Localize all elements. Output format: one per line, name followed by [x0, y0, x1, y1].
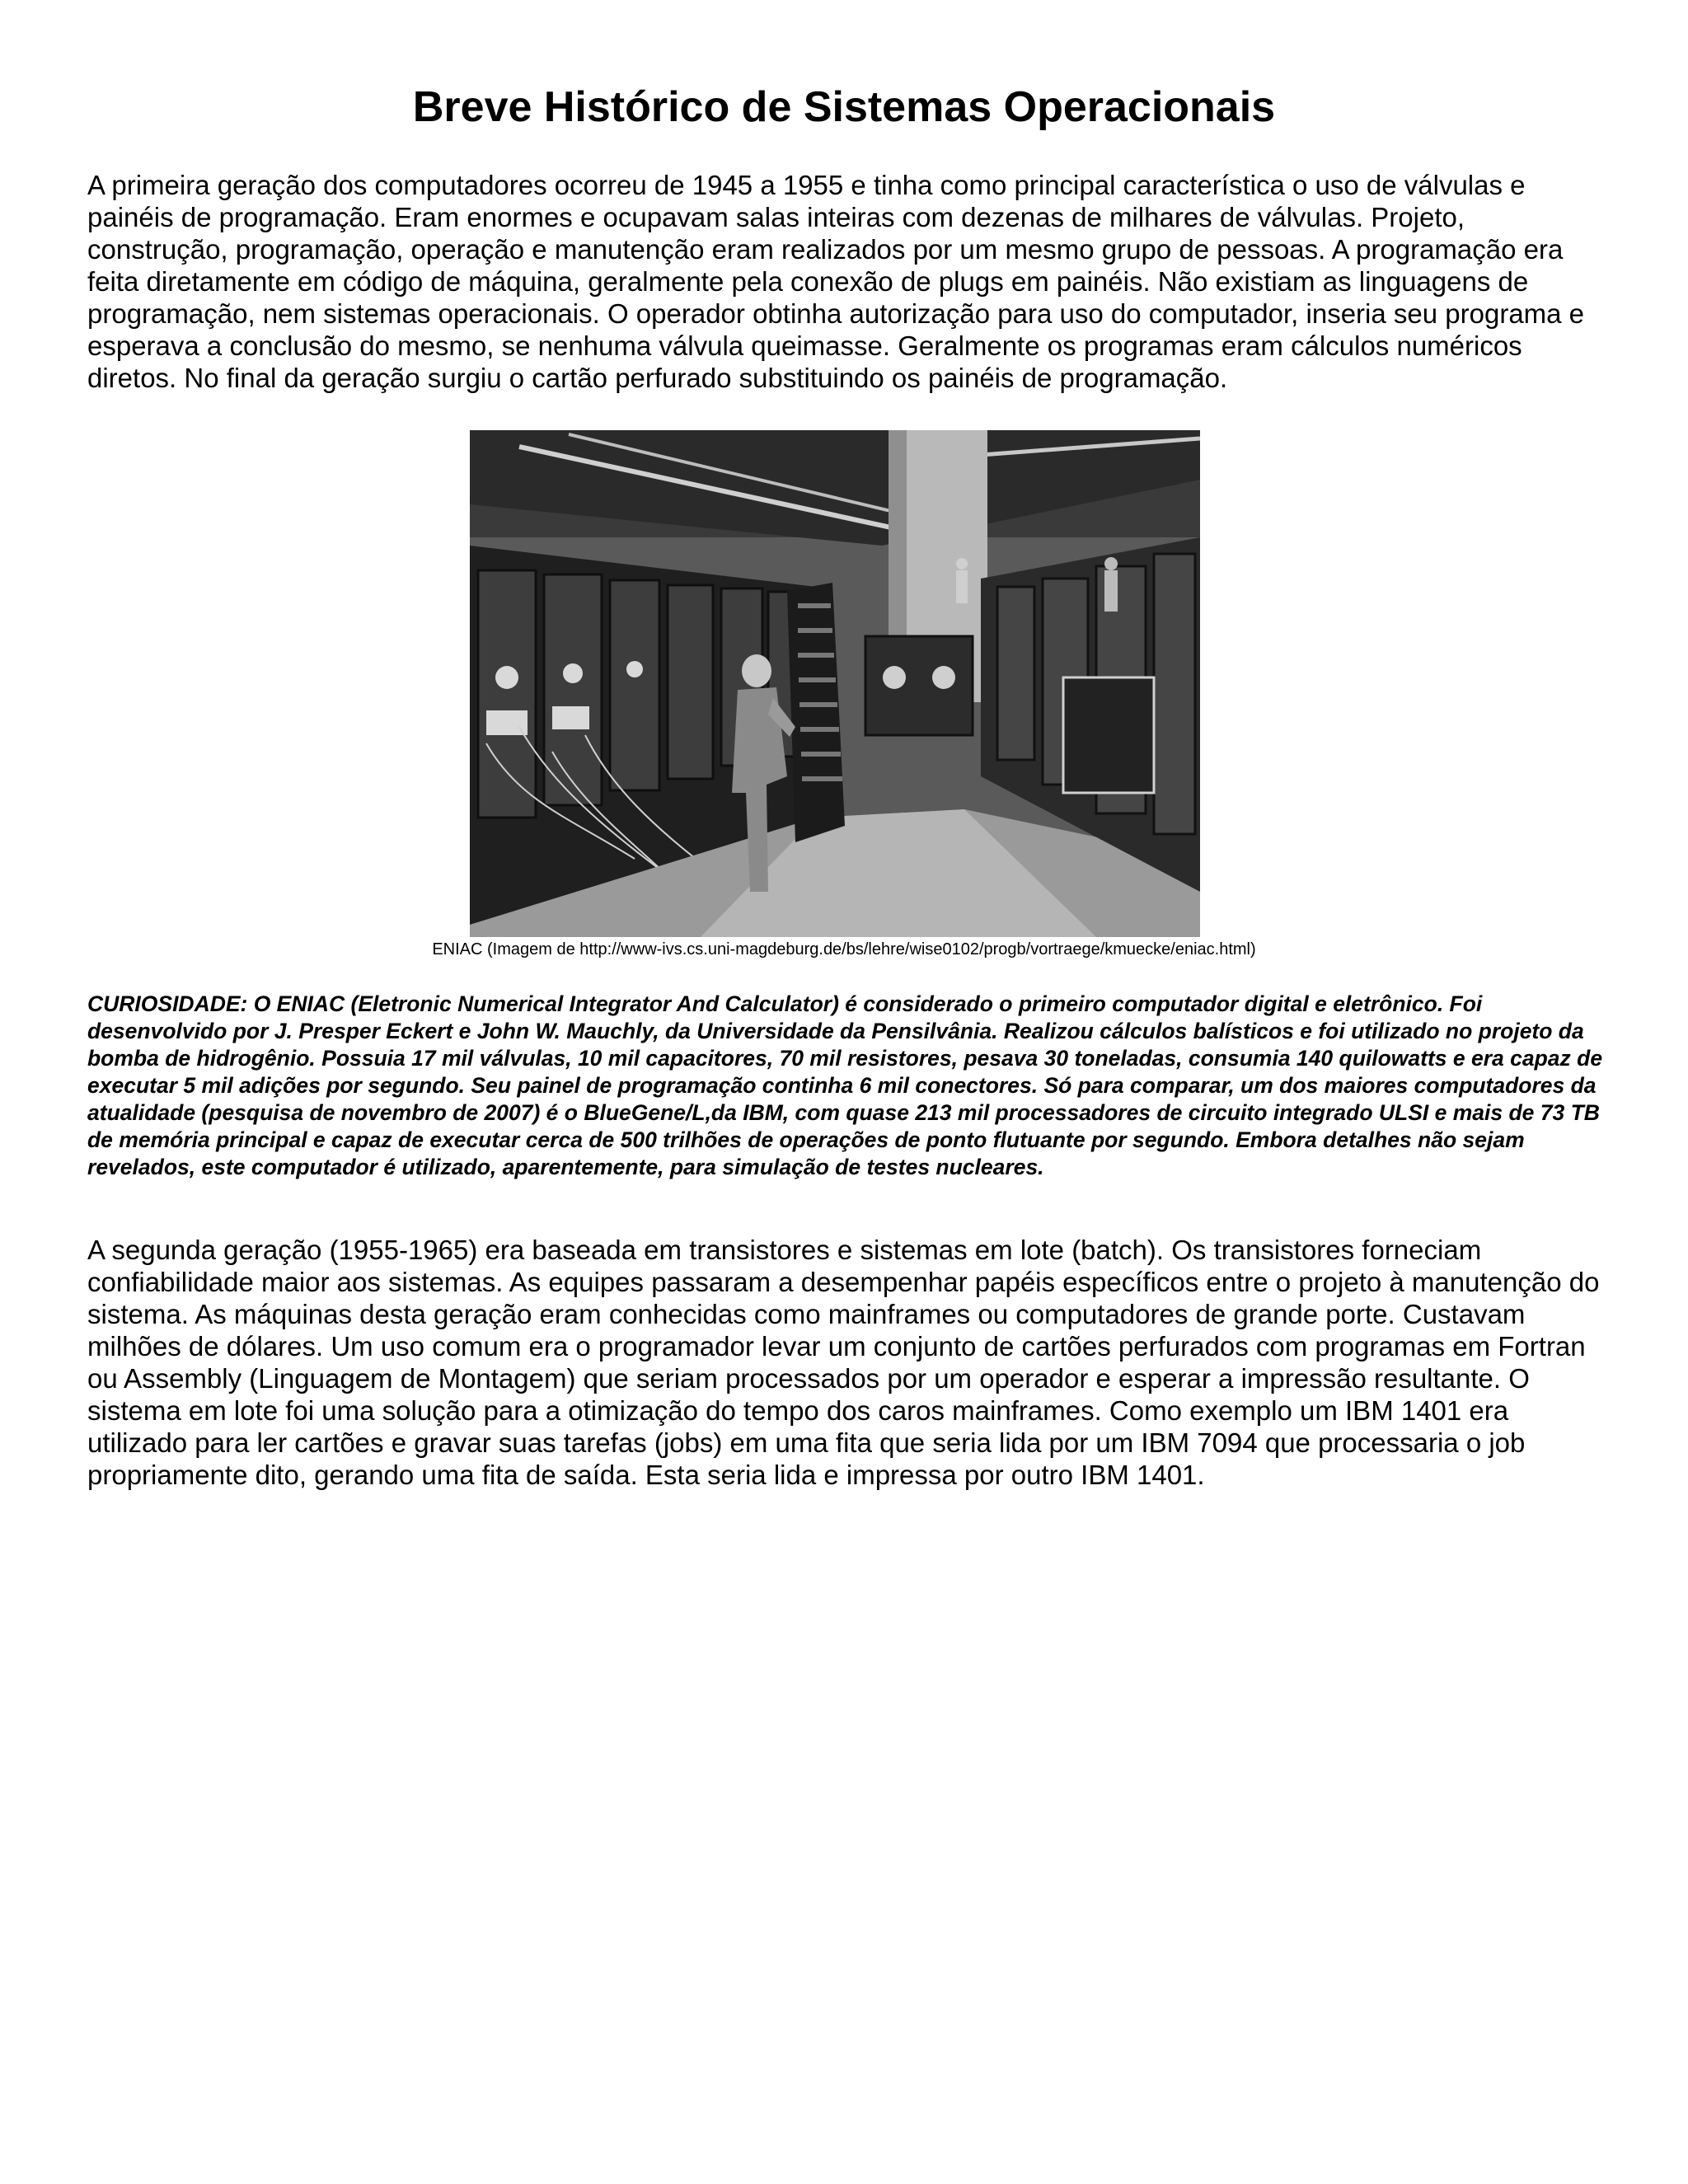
paragraph-second-generation: A segunda geração (1955-1965) era baseada em transistores e sistemas em lote (batch). Os transistores forneciam confiabilidade maior aos sistemas. As equipes passaram a desempenhar papéis específicos entre o projeto à manutenção do sistema. As máquinas desta geração eram conhecidas como mainframes ou computadores de grande porte. Custavam milhões de dólares. Um uso comum era o programador levar um conjunto de cartões perfurados com programas em Fortran ou Assembly (Linguagem de Montagem) que seriam processados por um operador e esperar a impressão resultante. O sistema em lote foi uma solução para a otimização do tempo dos caros mainframes. Como exemplo um IBM 1401 era utilizado para ler cartões e gravar suas tarefas (jobs) em uma fita que seria lida por um IBM 7094 que processaria o job propriamente dito, gerando uma fita de saída. Esta seria lida e impressa por outro IBM 1401. — [87, 1235, 1600, 1490]
eniac-photo — [470, 430, 1200, 937]
curiosity-box: CURIOSIDADE: O ENIAC (Eletronic Numerical Integrator And Calculator) é considerado o primeiro computador digital e eletrônico. Foi desenvolvido por J. Presper Eckert e John W. Mauchly, da Universidade da Pensilvânia. Realizou cálculos balísticos e foi utilizado no projeto da bomba de hidrogênio. Possuia 17 mil válvulas, 10 mil capacitores, 70 mil resistores, pesava 30 toneladas, consumia 140 quilowatts e era capaz de executar 5 mil adições por segundo. Seu painel de programação continha 6 mil conectores. Só para comparar, um dos maiores computadores da atualidade (pesquisa de novembro de 2007) é o BlueGene/L,da IBM, com quase 213 mil processadores de circuito integrado ULSI e mais de 73 TB de memória principal e capaz de executar cerca de 500 trilhões de operações de ponto flutuante por segundo. Embora detalhes não sejam revelados, este computador é utilizado, aparentemente, para simulação de testes nucleares. — [87, 991, 1603, 1179]
figure-caption: ENIAC (Imagem de http://www-ivs.cs.uni-magdeburg.de/bs/lehre/wise0102/progb/vortraege/kmuecke/eniac.html) — [432, 940, 1256, 958]
paragraph-first-generation: A primeira geração dos computadores ocorreu de 1945 a 1955 e tinha como principal característica o uso de válvulas e painéis de programação. Eram enormes e ocupavam salas inteiras com dezenas de milhares de válvulas. Projeto, construção, programação, operação e manutenção eram realizados por um mesmo grupo de pessoas. A programação era feita diretamente em código de máquina, geralmente pela conexão de plugs em painéis. Não existiam as linguagens de programação, nem sistemas operacionais. O operador obtinha autorização para uso do computador, inseria seu programa e esperava a conclusão do mesmo, se nenhuma válvula queimasse. Geralmente os programas eram cálculos numéricos diretos. No final da geração surgiu o cartão perfurado substituindo os painéis de programação. — [87, 170, 1585, 393]
page-title: Breve Histórico de Sistemas Operacionais — [412, 83, 1276, 131]
